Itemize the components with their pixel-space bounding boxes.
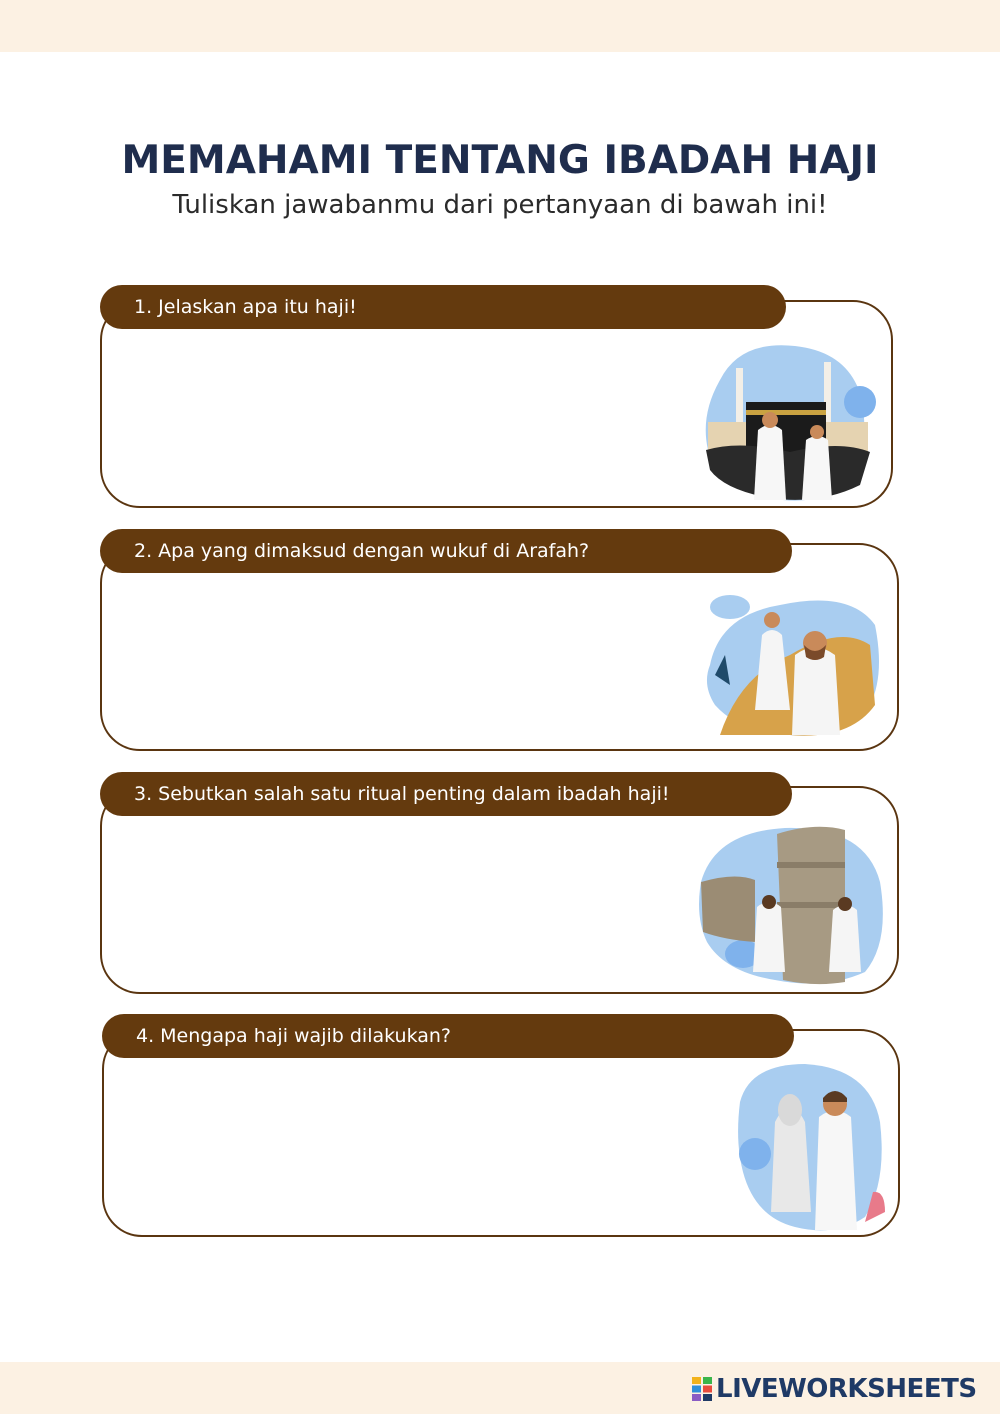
- page-title: MEMAHAMI TENTANG IBADAH HAJI: [121, 138, 879, 183]
- answer-input-2[interactable]: [122, 581, 696, 735]
- question-label-2: 2. Apa yang dimaksud dengan wukuf di Arafah?: [100, 529, 792, 573]
- brand-name: LIVEWORKSHEETS: [716, 1374, 977, 1404]
- answer-input-4[interactable]: [124, 1067, 698, 1221]
- page-subtitle: Tuliskan jawabanmu dari pertanyaan di bawah ini!: [172, 190, 828, 220]
- answer-input-1[interactable]: [122, 338, 696, 492]
- arafah-praying-pilgrims-illustration: [700, 585, 885, 745]
- liveworksheets-logo-icon: [692, 1377, 712, 1401]
- question-label-4: 4. Mengapa haji wajib dilakukan?: [102, 1014, 794, 1058]
- pilgrim-couple-illustration: [735, 1062, 885, 1232]
- stoning-jamarat-illustration: [695, 822, 890, 987]
- kaaba-pilgrims-illustration: [700, 340, 880, 505]
- question-label-1: 1. Jelaskan apa itu haji!: [100, 285, 786, 329]
- liveworksheets-logo: [692, 1374, 977, 1404]
- question-label-3: 3. Sebutkan salah satu ritual penting dalam ibadah haji!: [100, 772, 792, 816]
- top-band: [0, 0, 1000, 52]
- answer-input-3[interactable]: [122, 824, 696, 978]
